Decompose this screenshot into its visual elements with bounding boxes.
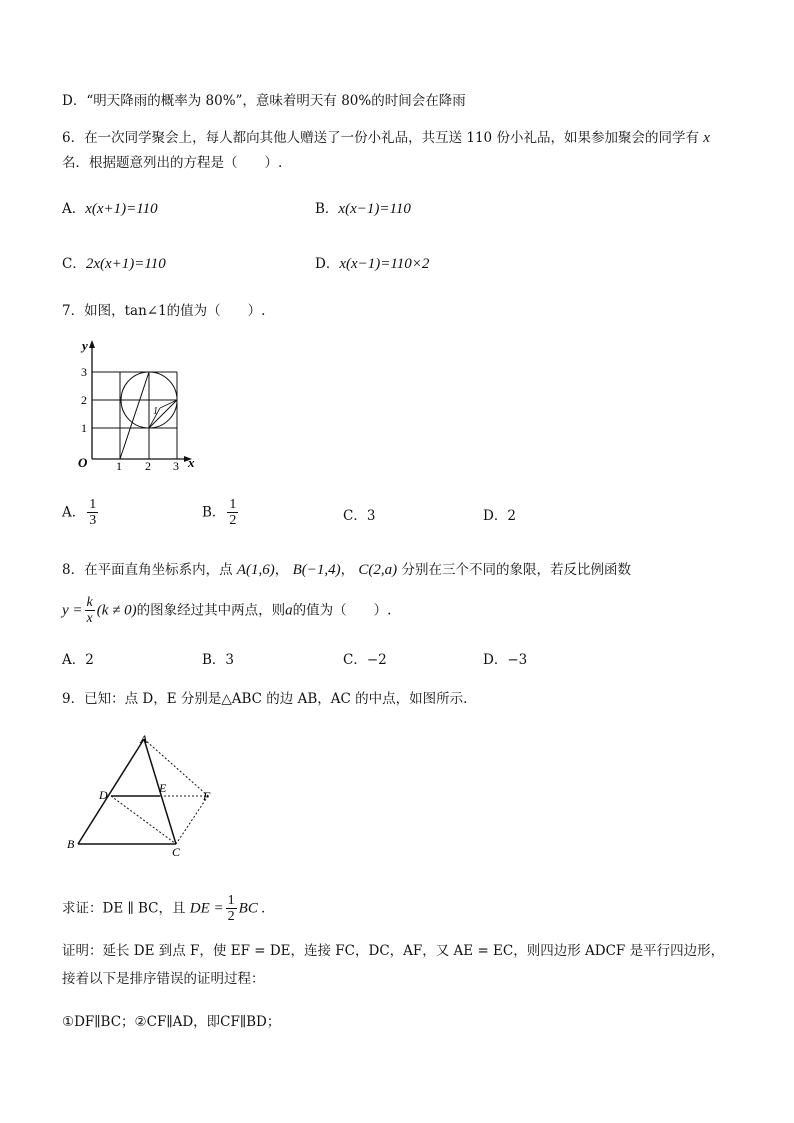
q6-option-d[interactable]: D．x(x−1)=110×2 xyxy=(315,256,430,272)
q7-stem: 7．如图，tan∠1的值为（ ）. xyxy=(62,303,266,319)
q7-y-label: y xyxy=(82,338,88,353)
q9-proof-steps: ①DF∥BC；②CF∥AD，即CF∥BD； xyxy=(62,1014,281,1030)
q9-label-a: A xyxy=(140,732,148,746)
q7-ytick-2: 2 xyxy=(81,393,87,407)
q9-proof-line2: 接着以下是排序错误的证明过程： xyxy=(62,971,265,987)
q9-label-b: B xyxy=(67,837,75,851)
q8-stem-line2: y = $\frac{k}{x}$ (k ≠ 0)的图象经过其中两点，则a的值为（ ）. xyxy=(62,595,392,626)
q9-figure xyxy=(62,726,232,864)
q9-label-f: F xyxy=(203,789,211,803)
q7-origin: O xyxy=(78,455,88,470)
q7-xtick-2: 2 xyxy=(145,459,151,473)
q8-stem-line1: 8．在平面直角坐标系内，点 A(1,6)， B(−1,4)， C(2,a) 分别在三个不同的象限，若反比例函数 xyxy=(62,562,631,578)
q9-label-e: E xyxy=(159,781,167,795)
q7-ytick-3: 3 xyxy=(81,365,87,379)
q9-prove: 求证：DE ∥ BC，且 DE = $\frac{1}{2}$ BC . xyxy=(62,893,266,924)
q6-option-c[interactable]: C．2x(x+1)=110 xyxy=(62,256,166,272)
q9-stem: 9．已知：点 D，E 分别是△ABC 的边 AB，AC 的中点，如图所示. xyxy=(62,691,468,707)
q9-label-c: C xyxy=(172,845,181,859)
q7-xtick-3: 3 xyxy=(173,459,179,473)
q7-option-a[interactable]: A． $\frac{1}{3}$ xyxy=(62,497,97,528)
q9-proof-line1: 证明：延长 DE 到点 F，使 EF = DE，连接 FC，DC，AF，又 AE = EC，则四边形 ADCF 是平行四边形， xyxy=(62,943,725,959)
q7-option-b[interactable]: B． $\frac{1}{2}$ xyxy=(202,497,237,528)
q8-option-c[interactable]: C．−2 xyxy=(343,652,387,668)
q8-option-b[interactable]: B．3 xyxy=(202,652,235,668)
q6-option-a[interactable]: A．x(x+1)=110 xyxy=(62,201,158,217)
q7-xtick-1: 1 xyxy=(116,459,122,473)
q8-option-a[interactable]: A．2 xyxy=(62,652,94,668)
q7-option-d[interactable]: D．2 xyxy=(483,508,516,524)
q7-angle-label: 1 xyxy=(153,406,158,417)
q7-ytick-1: 1 xyxy=(81,421,87,435)
q8-option-d[interactable]: D．−3 xyxy=(483,652,528,668)
q6-option-b[interactable]: B．x(x−1)=110 xyxy=(315,201,411,217)
q6-stem-line2: 名．根据题意列出的方程是（ ）. xyxy=(62,155,283,171)
q7-x-label: x xyxy=(188,455,195,470)
q5-option-d: D．“明天降雨的概率为 80%”，意味着明天有 80%的时间会在降雨 xyxy=(62,93,466,109)
q9-label-d: D xyxy=(99,788,108,802)
q7-figure xyxy=(70,334,210,476)
q6-stem-line1: 6．在一次同学聚会上，每人都向其他人赠送了一份小礼品，共互送 110 份小礼品，如果参加聚会的同学有 x xyxy=(62,130,710,146)
q7-option-c[interactable]: C．3 xyxy=(343,508,376,524)
